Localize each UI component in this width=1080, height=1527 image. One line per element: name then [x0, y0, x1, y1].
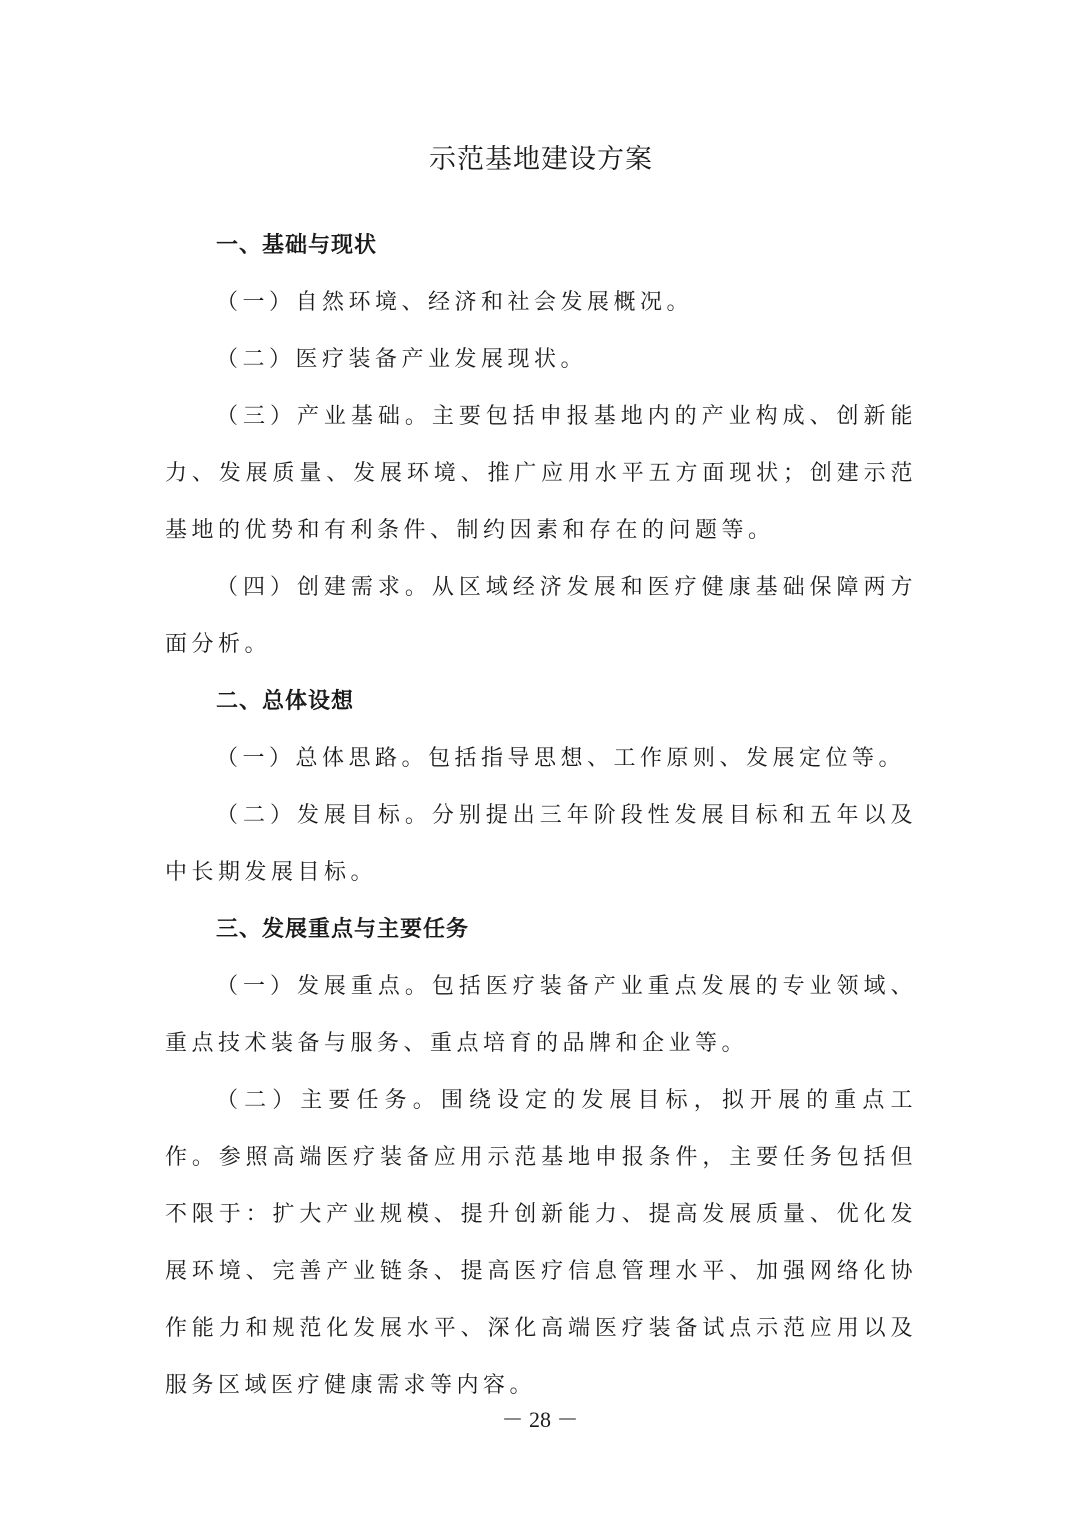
section-key-tasks: [165, 901, 917, 1414]
paragraph: （三）产业基础。主要包括申报基地内的产业构成、创新能力、发展质量、发展环境、推广应用水平五方面现状；创建示范基地的优势和有利条件、制约因素和存在的问题等。: [165, 404, 917, 543]
section-overall-plan: [165, 673, 917, 901]
paragraph: （二）发展目标。分别提出三年阶段性发展目标和五年以及中长期发展目标。: [165, 803, 917, 885]
paragraph: （四）创建需求。从区域经济发展和医疗健康基础保障两方面分析。: [165, 575, 917, 657]
page-number: － 28 －: [501, 1407, 579, 1432]
paragraph: （二）医疗装备产业发展现状。: [216, 347, 588, 372]
paragraph: （一）自然环境、经济和社会发展概况。: [216, 290, 694, 315]
section-heading: 三、发展重点与主要任务: [216, 917, 470, 942]
document-body: [165, 217, 917, 1414]
paragraph: （一）总体思路。包括指导思想、工作原则、发展定位等。: [216, 746, 906, 771]
section-heading: 二、总体设想: [216, 689, 355, 714]
paragraph: （二）主要任务。围绕设定的发展目标，拟开展的重点工作。参照高端医疗装备应用示范基地申报条件，主要任务包括但不限于：扩大产业规模、提升创新能力、提高发展质量、优化发展环境、完善产业链条、提高医疗信息管理水平、加强网络化协作能力和规范化发展水平、深化高端医疗装备试点示范应用以及服务区域医疗健康需求等内容。: [165, 1088, 917, 1398]
document-title: 示范基地建设方案: [429, 144, 653, 175]
section-foundation: [165, 217, 917, 673]
paragraph: （一）发展重点。包括医疗装备产业重点发展的专业领域、重点技术装备与服务、重点培育的品牌和企业等。: [165, 974, 917, 1056]
section-heading: 一、基础与现状: [216, 233, 378, 258]
